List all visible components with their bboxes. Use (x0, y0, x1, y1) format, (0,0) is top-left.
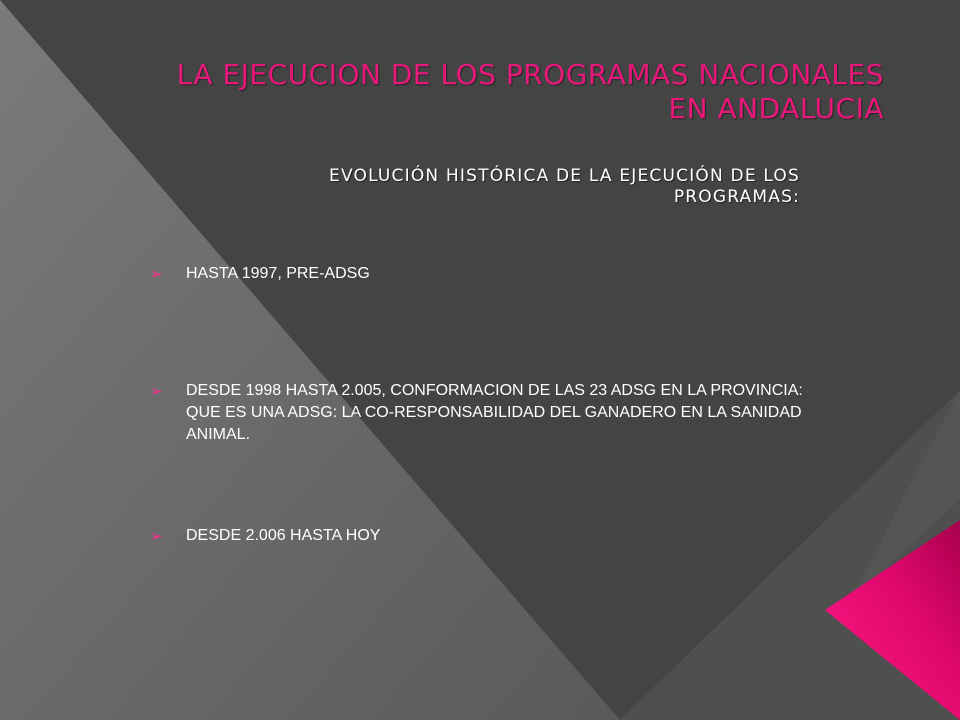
bullet-item (150, 380, 810, 446)
slide-title: LA EJECUCION DE LOS PROGRAMAS NACIONALES EN ANDALUCIA (176, 58, 884, 125)
bullet-text: HASTA 1997, PRE-ADSG (186, 265, 370, 282)
slide-subtitle (150, 166, 800, 208)
arrow-right-icon: ➢ (150, 383, 163, 400)
arrow-right-icon: ➢ (150, 266, 163, 283)
bullet-text: DESDE 2.006 HASTA HOY (186, 527, 381, 544)
bullet-item (150, 263, 810, 285)
arrow-right-icon: ➢ (150, 528, 163, 545)
bullet-text: DESDE 1998 HASTA 2.005, CONFORMACION DE LAS 23 ADSG EN LA PROVINCIA: QUE ES UNA ADSG: LA CO-RESPONSABILIDAD DEL GANADERO EN LA SANIDAD ANIMAL. (186, 382, 803, 443)
subtitle-line-1: EVOLUCIÓN HISTÓRICA DE LA EJECUCIÓN DE LOS (329, 166, 800, 186)
subtitle-line-2: PROGRAMAS: (673, 187, 800, 207)
bullet-item (150, 525, 810, 547)
